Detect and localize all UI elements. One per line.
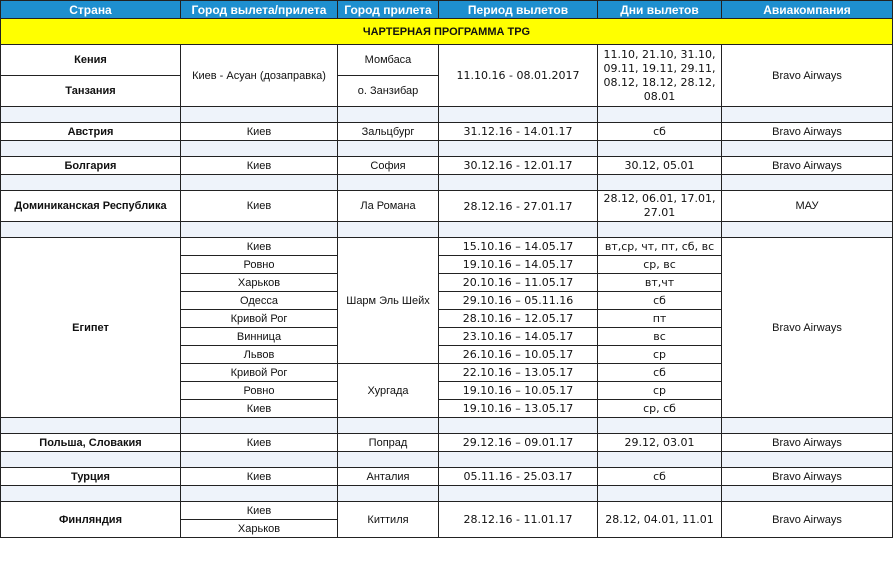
table-row [1,123,893,141]
days-cell: сб [598,468,722,486]
table-row [1,238,893,256]
period-cell: 28.12.16 - 27.01.17 [439,191,598,222]
days-cell: сб [598,364,722,382]
days-cell: 28.12, 06.01, 17.01, 27.01 [598,191,722,222]
days-cell: вт,чт [598,274,722,292]
table-row [1,191,893,222]
arrival-cell: Момбаса [338,45,439,76]
period-cell: 30.12.16 - 12.01.17 [439,157,598,175]
period-cell: 28.12.16 - 11.01.17 [439,502,598,538]
period-cell: 19.10.16 – 13.05.17 [439,400,598,418]
spacer-row [1,418,893,434]
airline-cell: Bravo Airways [722,238,893,418]
days-cell: вс [598,328,722,346]
spacer-row [1,222,893,238]
period-cell: 15.10.16 – 14.05.17 [439,238,598,256]
country-cell: Болгария [1,157,181,175]
period-cell: 23.10.16 – 14.05.17 [439,328,598,346]
arrival-cell: Зальцбург [338,123,439,141]
header-period: Период вылетов [439,1,598,19]
days-cell: 29.12, 03.01 [598,434,722,452]
days-cell: сб [598,292,722,310]
departure-cell: Одесса [181,292,338,310]
spacer-row [1,486,893,502]
country-cell: Турция [1,468,181,486]
airline-cell: Bravo Airways [722,123,893,141]
departure-cell: Кривой Рог [181,364,338,382]
country-cell: Финляндия [1,502,181,538]
period-cell: 20.10.16 – 11.05.17 [439,274,598,292]
days-cell: ср, сб [598,400,722,418]
banner-row [1,19,893,45]
departure-cell: Винница [181,328,338,346]
period-cell: 22.10.16 – 13.05.17 [439,364,598,382]
departure-cell: Киев [181,502,338,520]
header-arrival: Город прилета [338,1,439,19]
spacer-row [1,452,893,468]
country-cell: Доминиканская Республика [1,191,181,222]
days-cell: 11.10, 21.10, 31.10, 09.11, 19.11, 29.11, 08.12, 18.12, 28.12, 08.01 [598,45,722,107]
country-cell: Польша, Словакия [1,434,181,452]
days-cell: вт,ср, чт, пт, сб, вс [598,238,722,256]
header-days: Дни вылетов [598,1,722,19]
days-cell: 30.12, 05.01 [598,157,722,175]
days-cell: пт [598,310,722,328]
period-cell: 31.12.16 - 14.01.17 [439,123,598,141]
departure-cell: Киев [181,468,338,486]
arrival-cell: о. Занзибар [338,76,439,107]
departure-cell: Киев [181,238,338,256]
country-cell: Египет [1,238,181,418]
departure-cell: Харьков [181,520,338,538]
days-cell: ср, вс [598,256,722,274]
country-cell: Австрия [1,123,181,141]
arrival-cell: Попрад [338,434,439,452]
program-banner: ЧАРТЕРНАЯ ПРОГРАММА TPG [1,19,893,45]
days-cell: ср [598,346,722,364]
period-cell: 19.10.16 – 10.05.17 [439,382,598,400]
spacer-row [1,175,893,191]
table-row [1,468,893,486]
departure-cell: Киев [181,123,338,141]
arrival-cell: София [338,157,439,175]
airline-cell: МАУ [722,191,893,222]
period-cell: 26.10.16 – 10.05.17 [439,346,598,364]
spacer-row [1,107,893,123]
airline-cell: Bravo Airways [722,502,893,538]
country-cell: Кения [1,45,181,76]
header-country: Страна [1,1,181,19]
country-cell: Танзания [1,76,181,107]
arrival-cell: Киттиля [338,502,439,538]
days-cell: 28.12, 04.01, 11.01 [598,502,722,538]
spacer-row [1,141,893,157]
airline-cell: Bravo Airways [722,45,893,107]
departure-cell: Киев - Асуан (дозаправка) [181,45,338,107]
departure-cell: Киев [181,434,338,452]
airline-cell: Bravo Airways [722,157,893,175]
arrival-cell: Шарм Эль Шейх [338,238,439,364]
airline-cell: Bravo Airways [722,468,893,486]
departure-cell: Львов [181,346,338,364]
table-row [1,157,893,175]
period-cell: 19.10.16 – 14.05.17 [439,256,598,274]
period-cell: 05.11.16 - 25.03.17 [439,468,598,486]
departure-cell: Киев [181,157,338,175]
table-row [1,502,893,520]
days-cell: сб [598,123,722,141]
departure-cell: Кривой Рог [181,310,338,328]
departure-cell: Ровно [181,256,338,274]
period-cell: 11.10.16 - 08.01.2017 [439,45,598,107]
period-cell: 28.10.16 – 12.05.17 [439,310,598,328]
airline-cell: Bravo Airways [722,434,893,452]
departure-cell: Ровно [181,382,338,400]
days-cell: ср [598,382,722,400]
table-row [1,45,893,76]
departure-cell: Харьков [181,274,338,292]
period-cell: 29.12.16 – 09.01.17 [439,434,598,452]
arrival-cell: Хургада [338,364,439,418]
table-row [1,434,893,452]
period-cell: 29.10.16 – 05.11.16 [439,292,598,310]
header-row [1,1,893,19]
departure-cell: Киев [181,191,338,222]
header-departure: Город вылета/прилета [181,1,338,19]
departure-cell: Киев [181,400,338,418]
header-airline: Авиакомпания [722,1,893,19]
arrival-cell: Анталия [338,468,439,486]
arrival-cell: Ла Романа [338,191,439,222]
